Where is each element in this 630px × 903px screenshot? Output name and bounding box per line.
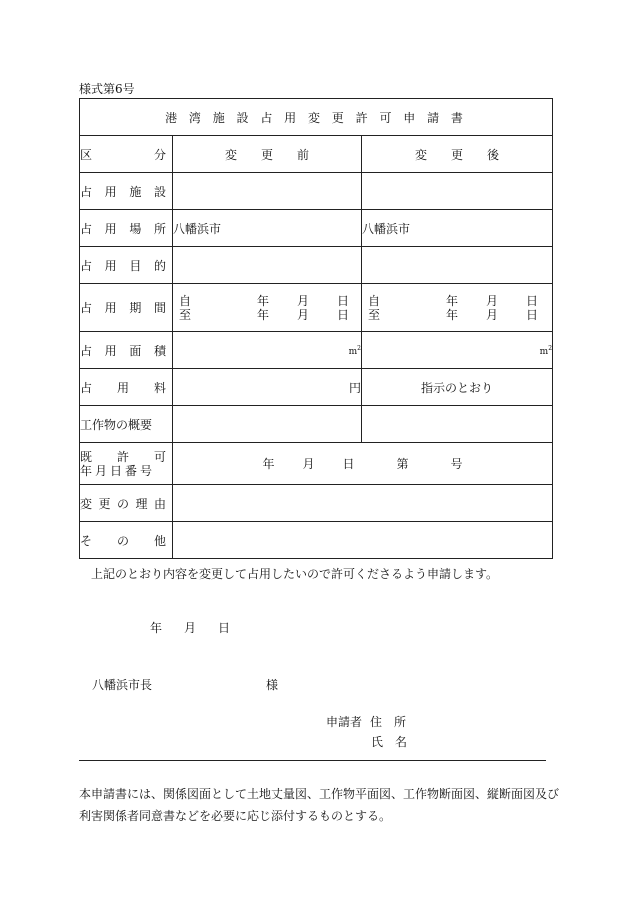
label-structure: 工作物の概要 xyxy=(80,406,173,443)
application-form-table xyxy=(79,98,553,559)
label-area: 占 用 面 積 xyxy=(80,332,173,369)
location-before-cell[interactable]: 八幡浜市 xyxy=(173,210,362,247)
label-location: 占 用 場 所 xyxy=(80,210,173,247)
divider-line xyxy=(79,760,546,761)
structure-after-cell[interactable] xyxy=(362,406,553,443)
header-after: 変 更 後 xyxy=(362,136,553,173)
structure-before-cell[interactable] xyxy=(173,406,362,443)
label-existing-permit: 既 許 可 年月日番号 xyxy=(80,443,173,485)
fee-before-cell[interactable]: 円 xyxy=(173,369,362,406)
purpose-before-cell[interactable] xyxy=(173,247,362,284)
label-reason: 変 更 の 理 由 xyxy=(80,485,173,522)
area-after-cell[interactable] xyxy=(362,332,553,369)
header-before: 変 更 前 xyxy=(173,136,362,173)
applicant-name-label: 氏 名 xyxy=(371,735,408,749)
attachment-note: 本申請書には、関係図面として土地丈量図、工作物平面図、工作物断面図、縦断面図及び 利害関係者同意書などを必要に応じ添付するものとする。 xyxy=(79,787,560,823)
form-title: 港 湾 施 設 占 用 変 更 許 可 申 請 書 xyxy=(80,99,553,136)
addressee: 八幡浜市長 xyxy=(92,678,153,692)
facility-after-cell[interactable] xyxy=(362,173,553,210)
form-number: 様式第6号 xyxy=(79,82,135,96)
facility-before-cell[interactable] xyxy=(173,173,362,210)
square-meter-unit: $m^2$ xyxy=(348,345,361,357)
location-after-cell[interactable]: 八幡浜市 xyxy=(362,210,553,247)
label-period: 占 用 期 間 xyxy=(80,284,173,332)
applicant-label: 申請者 xyxy=(326,715,363,729)
statement: 上記のとおり内容を変更して占用したいので許可くださるよう申請します。 xyxy=(91,567,499,581)
other-cell[interactable] xyxy=(173,522,553,559)
purpose-after-cell[interactable] xyxy=(362,247,553,284)
label-purpose: 占 用 目 的 xyxy=(80,247,173,284)
square-meter-unit: $m^2$ xyxy=(539,345,553,357)
area-before-cell[interactable] xyxy=(173,332,362,369)
label-facility: 占 用 施 設 xyxy=(80,173,173,210)
reason-cell[interactable] xyxy=(173,485,553,522)
applicant-block xyxy=(326,712,407,752)
applicant-address-label: 住 所 xyxy=(370,715,407,729)
label-other: そ の 他 xyxy=(80,522,173,559)
label-fee: 占 用 料 xyxy=(80,369,173,406)
honorific: 様 xyxy=(266,678,279,692)
fee-after-cell: 指示のとおり xyxy=(362,369,553,406)
header-category: 区 分 xyxy=(80,136,173,173)
application-date: 年 月 日 xyxy=(150,621,231,635)
period-before-cell[interactable]: 自 年 月 日 至 年 月 日 xyxy=(173,284,362,332)
existing-permit-cell[interactable]: 年 月 日 第 号 xyxy=(173,443,553,485)
period-after-cell[interactable]: 自 年 月 日 至 年 月 日 xyxy=(362,284,553,332)
